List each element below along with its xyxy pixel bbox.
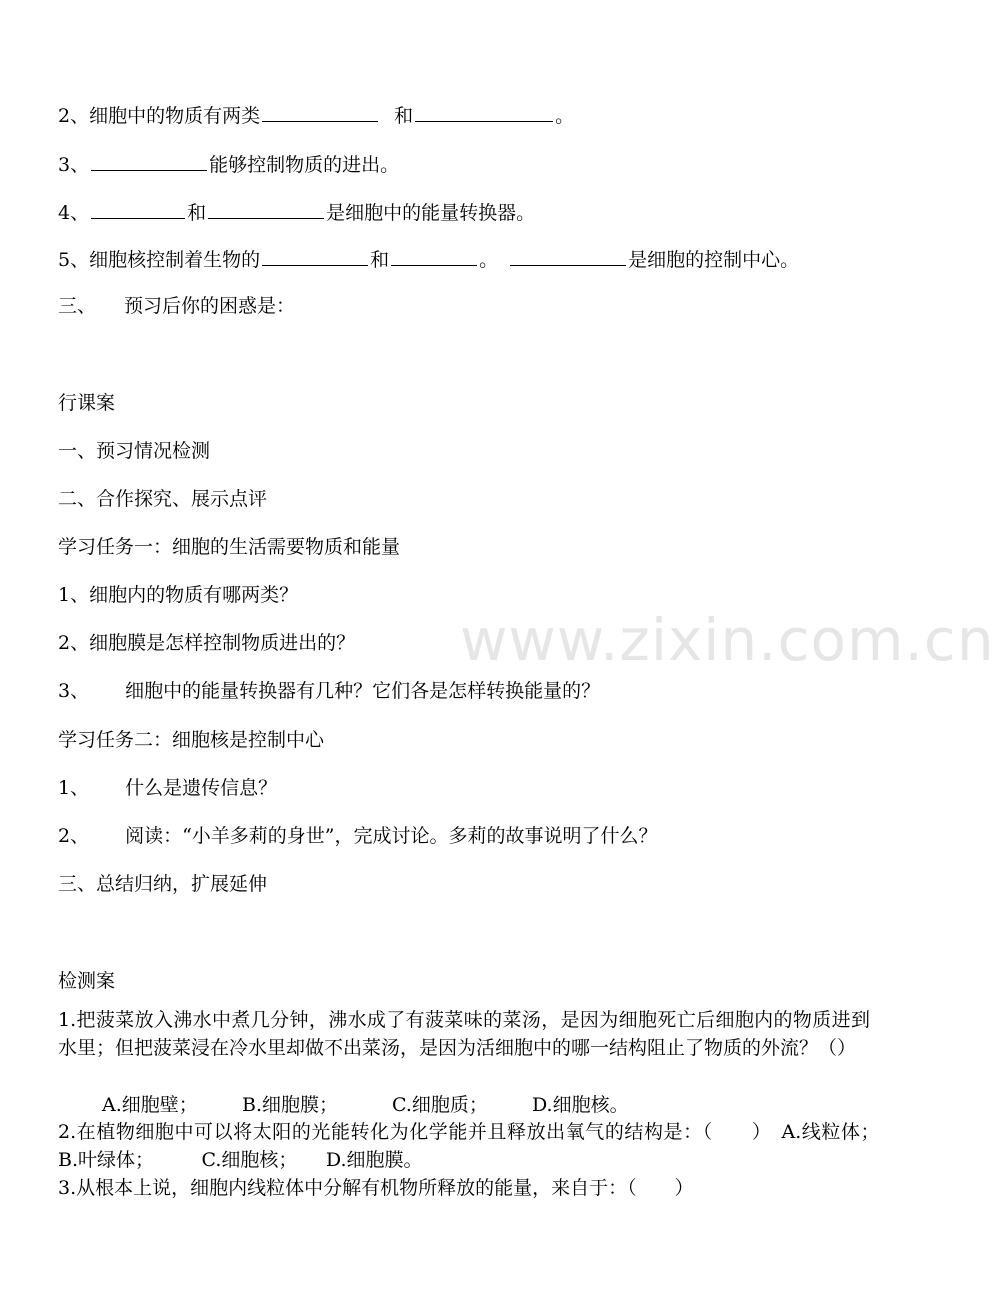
task-two-question-2	[58, 824, 658, 848]
answer-blank[interactable]	[391, 245, 477, 266]
section-preview-check: 一、预习情况检测	[58, 440, 211, 462]
answer-blank[interactable]	[208, 198, 324, 219]
task-one-question-3	[58, 679, 600, 703]
test-question-2: 2.在植物细胞中可以将太阳的光能转化为化学能并且释放出氧气的结构是：（ ） A.线粒体； B.叶绿体； C.细胞核； D.细胞膜。	[58, 1121, 928, 1171]
task-one-question-1: 1、细胞内的物质有哪两类？	[58, 584, 299, 606]
answer-blank[interactable]	[91, 198, 185, 219]
question-text: 细胞中的能量转换器有几种？它们各是怎样转换能量的？	[125, 680, 601, 702]
question-text: 是细胞中的能量转换器。	[326, 202, 536, 224]
class-plan-title: 行课案	[58, 392, 116, 414]
test-question-1: 1.把菠菜放入沸水中煮几分钟，沸水成了有菠菜味的菜汤，是因为细胞死亡后细胞内的物质进到水里；但把菠菜浸在冷水里却做不出菜汤，是因为活细胞中的哪一结构阻止了物质的外流？（）	[58, 1009, 870, 1059]
fill-question-2	[58, 101, 574, 128]
watermark: www.zixin.com.cn	[460, 606, 995, 674]
answer-blank[interactable]	[262, 101, 378, 122]
question-text: 和	[370, 249, 390, 271]
question-text: 。	[479, 249, 499, 271]
test-question-3: 3.从根本上说，细胞内线粒体中分解有机物所释放的能量，来自于：（ ）	[58, 1177, 694, 1199]
q1-option-c[interactable]: C.细胞质；	[392, 1094, 488, 1116]
answer-blank[interactable]	[91, 150, 207, 171]
q1-option-a[interactable]: A.细胞壁；	[102, 1094, 198, 1116]
section-three-confusion	[58, 294, 295, 318]
question-text: 和	[394, 105, 414, 127]
question-text: 5、细胞核控制着生物的	[58, 249, 261, 271]
question-text: 阅读：“小羊多莉的身世”，完成讨论。多莉的故事说明了什么？	[125, 825, 658, 847]
task-one-heading: 学习任务一：细胞的生活需要物质和能量	[58, 536, 401, 558]
question-text: 什么是遗传信息？	[125, 777, 278, 799]
task-two-heading: 学习任务二：细胞核是控制中心	[58, 729, 325, 751]
question-text: 是细胞的控制中心。	[628, 249, 800, 271]
question-text: 和	[187, 202, 207, 224]
q1-option-b[interactable]: B.细胞膜；	[242, 1094, 339, 1116]
section-cooperate: 二、合作探究、展示点评	[58, 488, 268, 510]
fill-question-4	[58, 198, 535, 225]
question-text: 能够控制物质的进出。	[209, 154, 400, 176]
fill-question-5	[58, 245, 799, 272]
section-summary: 三、总结归纳，扩展延伸	[58, 873, 268, 895]
question-number: 4、	[58, 202, 90, 224]
question-number: 3、	[58, 680, 90, 702]
task-two-question-1	[58, 776, 277, 800]
question-number: 1、	[58, 777, 90, 799]
test-plan-title: 检测案	[58, 970, 116, 992]
question-text: 。	[555, 105, 575, 127]
section-number: 三、	[58, 295, 97, 317]
section-text: 预习后你的困惑是：	[124, 295, 296, 317]
answer-blank[interactable]	[415, 101, 553, 122]
fill-question-3	[58, 150, 399, 177]
question-text: 2、细胞中的物质有两类	[58, 105, 261, 127]
answer-blank[interactable]	[262, 245, 368, 266]
q1-option-d[interactable]: D.细胞核。	[532, 1094, 629, 1116]
question-number: 2、	[58, 825, 90, 847]
task-one-question-2: 2、细胞膜是怎样控制物质进出的？	[58, 632, 356, 654]
question-number: 3、	[58, 154, 90, 176]
answer-blank[interactable]	[510, 245, 626, 266]
